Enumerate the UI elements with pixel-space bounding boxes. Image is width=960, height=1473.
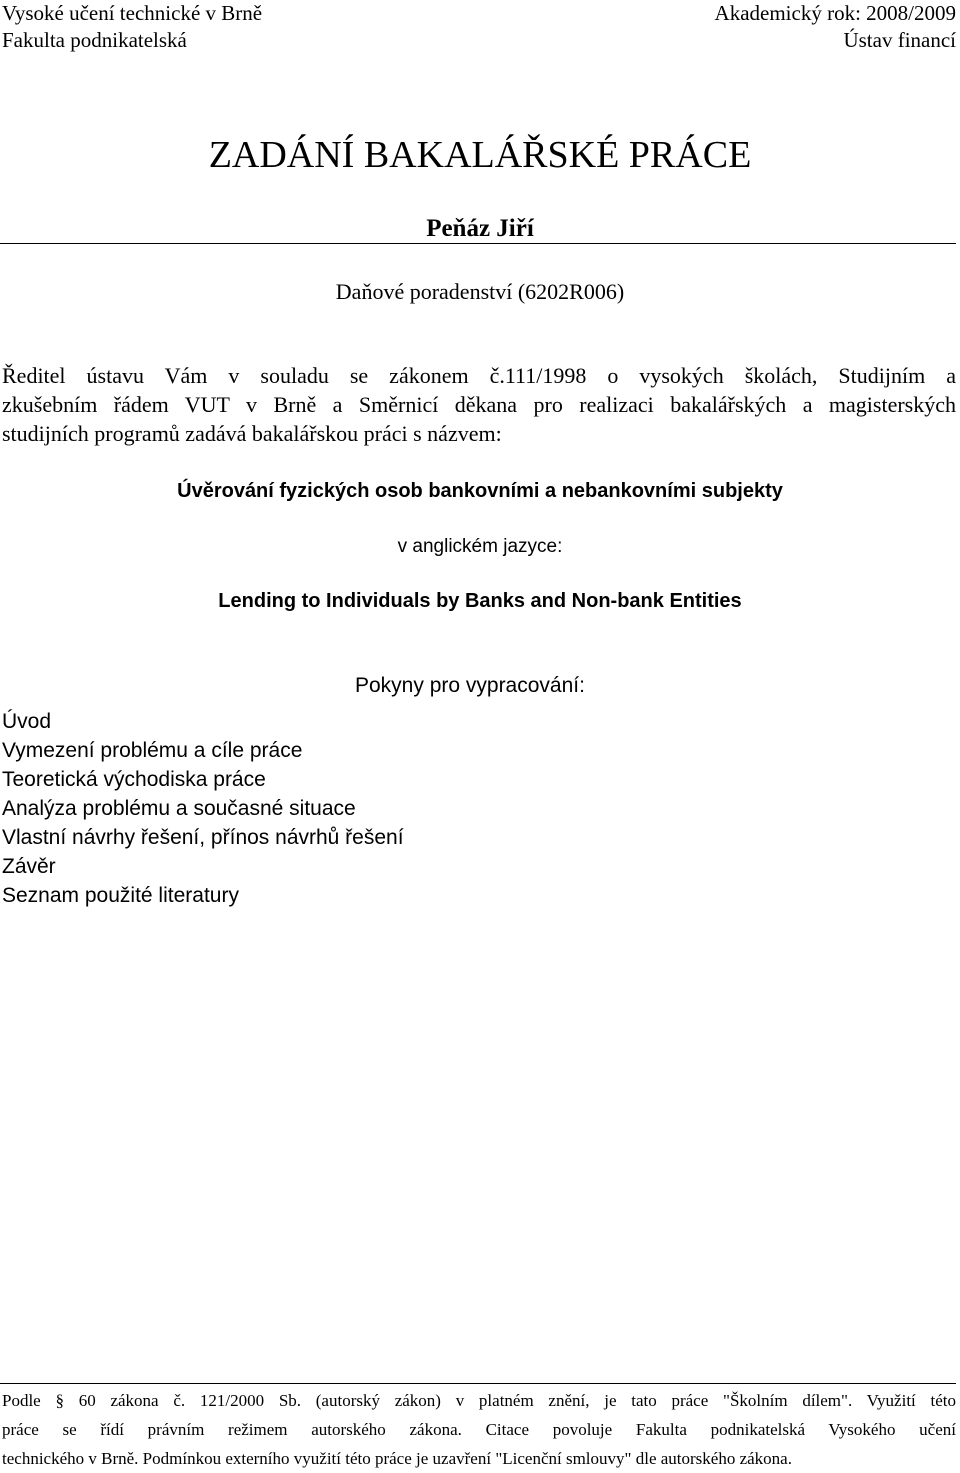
instruction-item: Úvod bbox=[2, 710, 52, 733]
document-title: ZADÁNÍ BAKALÁŘSKÉ PRÁCE bbox=[208, 134, 752, 176]
instruction-item: Závěr bbox=[2, 855, 56, 878]
intro-line: Ředitel ústavu Vám v souladu se zákonem č.111/1998 o vysokých školách, Studijním a bbox=[2, 363, 956, 388]
instruction-item: Vymezení problému a cíle práce bbox=[2, 739, 303, 762]
department-name: Ústav financí bbox=[843, 28, 956, 52]
footer-line: práce se řídí právním režimem autorského zákona. Citace povoluje Fakulta podnikatelská Vysokého učení bbox=[2, 1420, 956, 1439]
instructions-list bbox=[2, 707, 404, 910]
academic-year: Akademický rok: 2008/2009 bbox=[714, 1, 956, 25]
english-label: v anglickém jazyce: bbox=[397, 536, 563, 557]
instructions-heading: Pokyny pro vypracování: bbox=[355, 674, 585, 697]
instruction-item: Seznam použité literatury bbox=[2, 884, 239, 907]
thesis-title-en: Lending to Individuals by Banks and Non-bank Entities bbox=[218, 590, 742, 612]
intro-line: zkušebním řádem VUT v Brně a Směrnicí děkana pro realizaci bakalářských a magisterských bbox=[2, 392, 956, 417]
thesis-title-cz: Úvěrování fyzických osob bankovními a nebankovními subjekty bbox=[177, 480, 783, 502]
study-program: Daňové poradenství (6202R006) bbox=[335, 279, 625, 304]
copyright-notice bbox=[2, 1386, 956, 1473]
instruction-item: Analýza problému a současné situace bbox=[2, 797, 356, 820]
instruction-item: Vlastní návrhy řešení, přínos návrhů řešení bbox=[2, 826, 404, 849]
faculty-name: Fakulta podnikatelská bbox=[2, 28, 187, 52]
university-name: Vysoké učení technické v Brně bbox=[2, 1, 263, 25]
intro-line: studijních programů zadává bakalářskou práci s názvem: bbox=[2, 421, 502, 446]
footer-divider bbox=[0, 1383, 956, 1384]
intro-paragraph bbox=[2, 361, 956, 448]
author-divider bbox=[0, 243, 956, 244]
footer-line: technického v Brně. Podmínkou externího využití této práce je uzavření "Licenční smlouvy" dle autorského zákona. bbox=[2, 1449, 792, 1468]
footer-line: Podle § 60 zákona č. 121/2000 Sb. (autorský zákon) v platném znění, je tato práce "Školním dílem". Využití této bbox=[2, 1391, 956, 1410]
instruction-item: Teoretická východiska práce bbox=[2, 768, 266, 791]
author-name: Peňáz Jiří bbox=[426, 215, 534, 242]
